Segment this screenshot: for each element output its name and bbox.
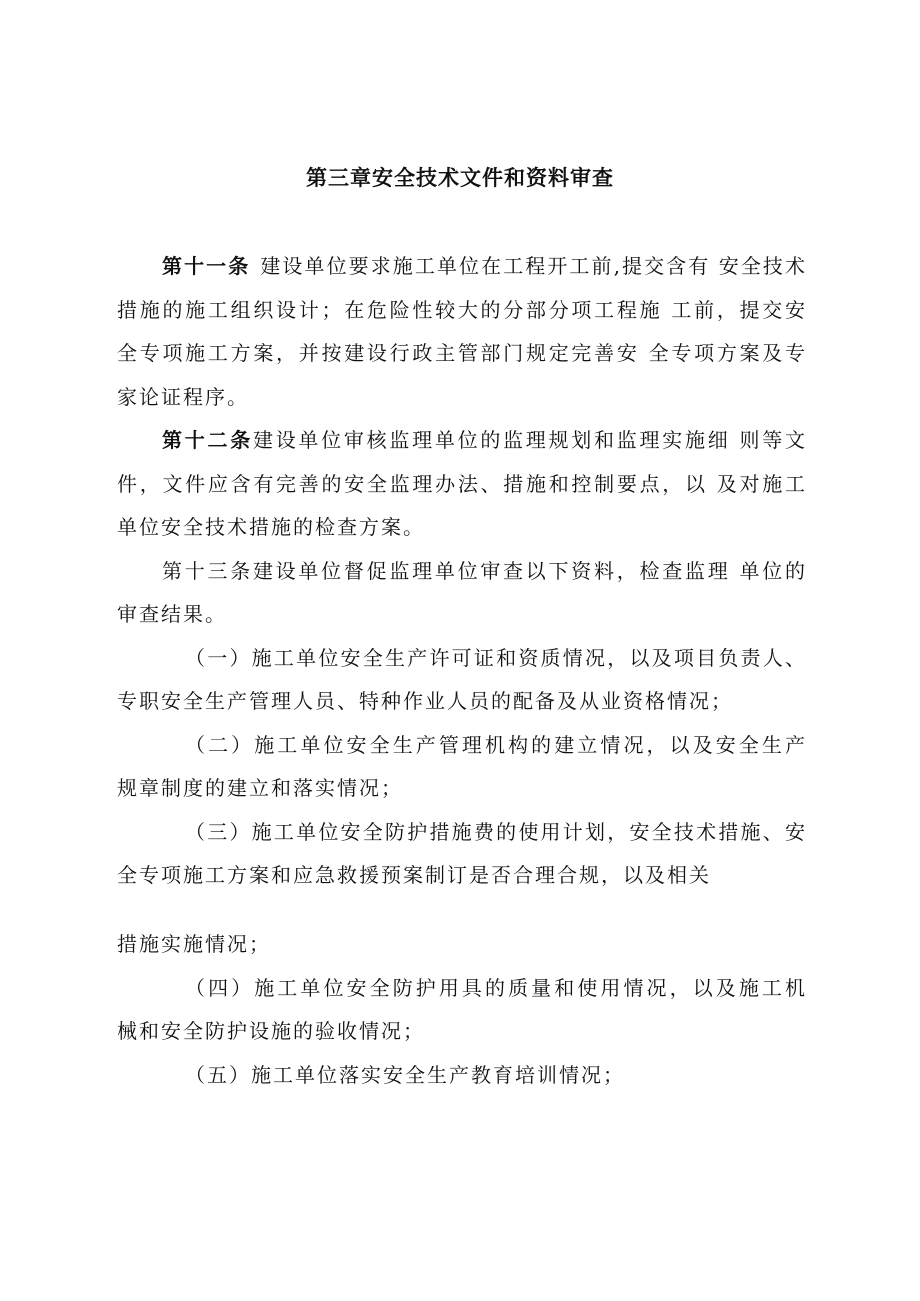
article-11 [117,245,807,419]
item-5: （五）施工单位落实安全生产教育培训情况； [185,1062,625,1087]
item-4: （四）施工单位安全防护用具的质量和使用情况，以及施工机 械和安全防护设施的验收情况； [117,975,807,1043]
article-12 [117,419,807,550]
article-12-label: 第十二条 [162,428,253,452]
article-12-text: 建设单位审核监理单位的监理规划和监理实施细 则等文件，文件应含有完善的安全监理办法、措施和控制要点，以 及对施工单位安全技术措施的检查方案。 [117,428,808,539]
text-block-lower [117,923,807,1097]
text-block-upper [117,245,807,898]
item-2: （二）施工单位安全生产管理机构的建立情况，以及安全生产 规章制度的建立和落实情况； [117,732,807,800]
item-1: （一）施工单位安全生产许可证和资质情况，以及项目负责人、 专职安全生产管理人员、特种作业人员的配备及从业资格情况； [117,645,807,713]
chapter-title: 第三章安全技术文件和资料审查 [306,165,614,190]
article-13: 第十三条建设单位督促监理单位审查以下资料，检查监理 单位的审查结果。 [117,558,807,626]
item-3-continued: 措施实施情况； [117,932,271,956]
article-11-label: 第十一条 [162,254,251,278]
article-11-text: 建设单位要求施工单位在工程开工前,提交含有 安全技术措施的施工组织设计；在危险性较大的分部分项工程施 工前，提交安全专项施工方案，并按建设行政主管部门规定完善安 全专项方案及专家论证程序。 [117,254,808,409]
item-3: （三）施工单位安全防护措施费的使用计划，安全技术措施、安 全专项施工方案和应急救援预案制订是否合理合规，以及相关 [117,819,807,887]
